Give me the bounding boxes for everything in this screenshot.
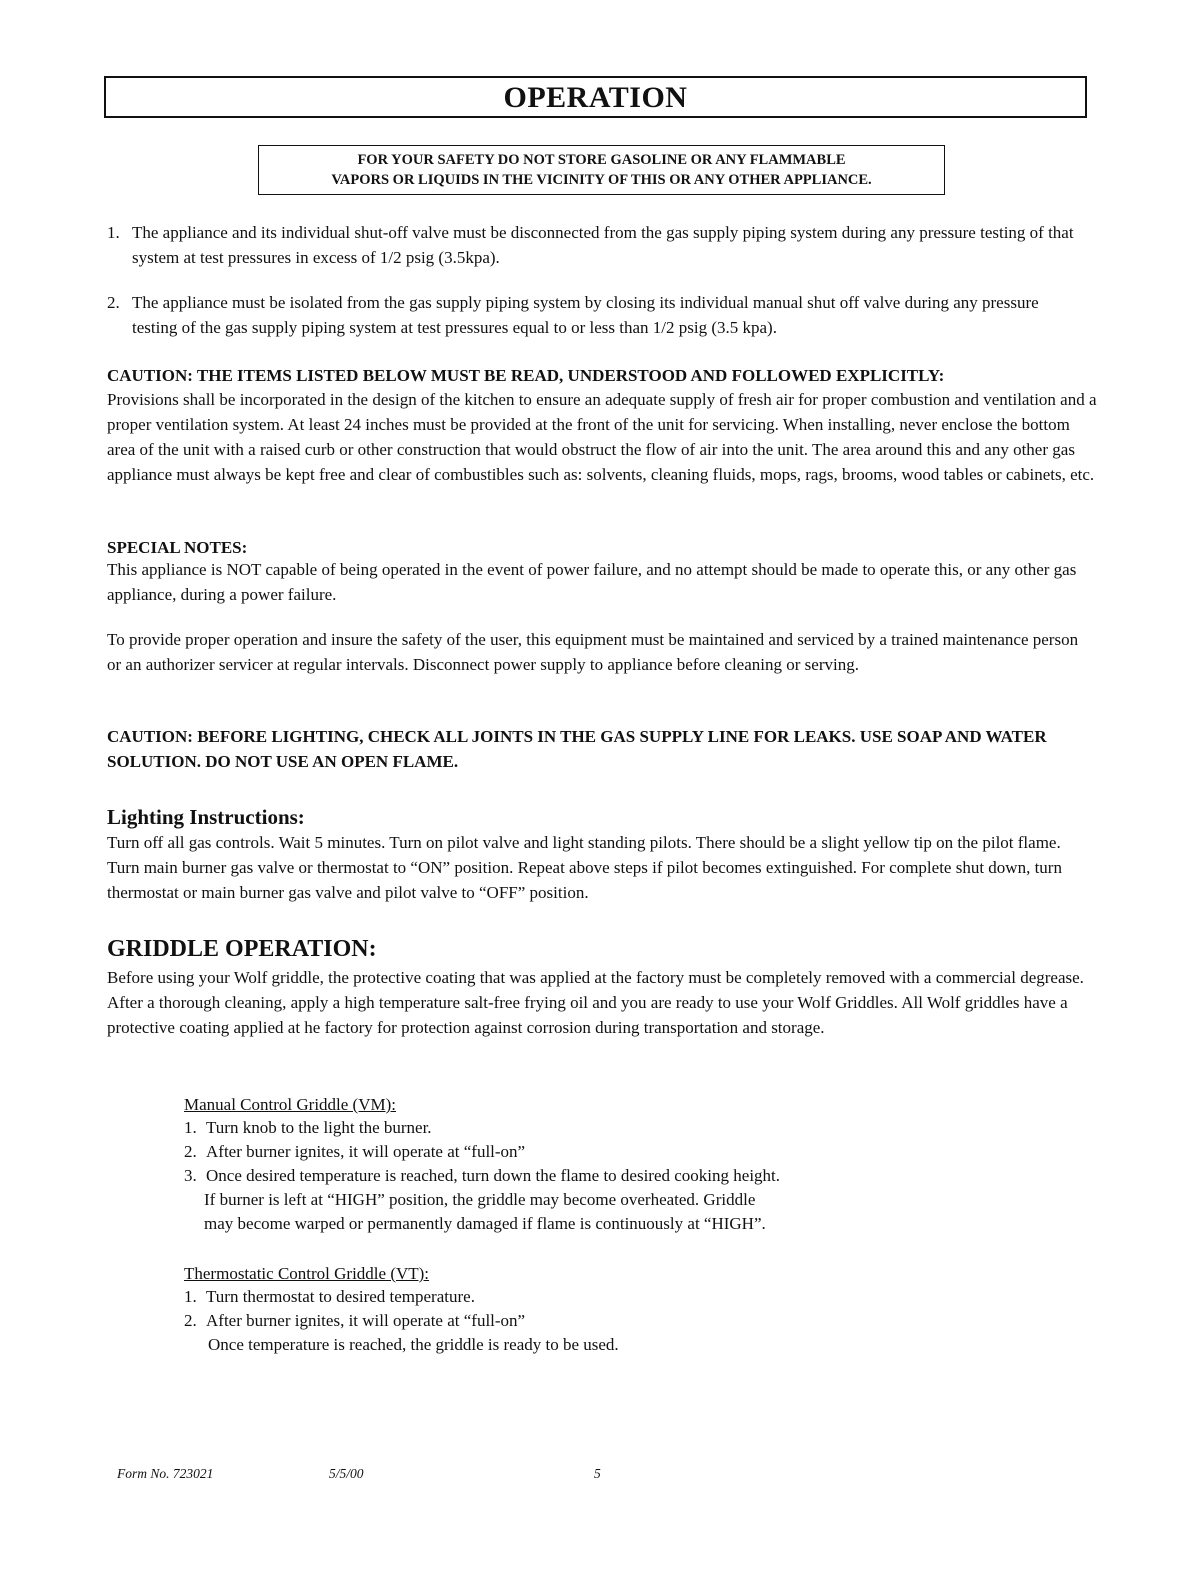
page-title: OPERATION <box>104 76 1087 118</box>
caution-paragraph-1: Provisions shall be incorporated in the design of the kitchen to ensure an adequate supply of fresh air for proper combustion and ventilation and a proper ventilation system. At least 24 inches must be provided at the front of the unit for servicing. When installing, never enclose the bottom area of the unit with a raised curb or other construction that would obstruct the flow of air into the unit. The area around this and any other gas appliance must always be kept free and clear of combustibles such as: solvents, cleaning fluids, mops, rags, brooms, wood tables or cabinets, etc. <box>107 390 1097 484</box>
numbered-item-1-text: The appliance and its individual shut-off valve must be disconnected from the gas supply piping system during any pressure testing of that system at test pressures in excess of 1/2 psig (3.5kpa). <box>132 223 1074 267</box>
safety-warning-box <box>258 145 945 195</box>
special-notes-heading: SPECIAL NOTES: <box>107 538 248 557</box>
thermostatic-step-2 <box>184 1309 984 1333</box>
lighting-instructions-text: Turn off all gas controls. Wait 5 minutes. Turn on pilot valve and light standing pilots. There should be a slight yellow tip on the pilot flame. Turn main burner gas valve or thermostat to “ON” position. Repeat above steps if pilot becomes extinguished. For complete shut down, turn thermostat or main burner gas valve and pilot valve to “OFF” position. <box>107 833 1062 902</box>
lighting-instructions-heading: Lighting Instructions: <box>107 805 305 829</box>
manual-step-2 <box>184 1140 984 1164</box>
thermostatic-control-heading: Thermostatic Control Griddle (VT): <box>184 1264 430 1283</box>
footer-form-number: Form No. 723021 <box>117 1466 214 1481</box>
safety-warning-line1: FOR YOUR SAFETY DO NOT STORE GASOLINE OR ANY FLAMMABLE <box>357 152 846 168</box>
caution-heading-1: CAUTION: THE ITEMS LISTED BELOW MUST BE READ, UNDERSTOOD AND FOLLOWED EXPLICITLY: <box>107 366 945 385</box>
manual-step-3-number: 3. <box>184 1166 197 1185</box>
numbered-item-2-number: 2. <box>107 293 120 312</box>
caution-heading-2: CAUTION: BEFORE LIGHTING, CHECK ALL JOINTS IN THE GAS SUPPLY LINE FOR LEAKS. USE SOAP AND WATER SOLUTION. DO NOT USE AN OPEN FLAME. <box>107 727 1047 771</box>
thermostatic-step-1 <box>184 1285 984 1309</box>
manual-step-1-number: 1. <box>184 1118 197 1137</box>
manual-step-1 <box>184 1116 984 1140</box>
thermostatic-step-1-text: Turn thermostat to desired temperature. <box>206 1287 475 1306</box>
numbered-item-1 <box>107 220 1087 270</box>
footer-date: 5/5/00 <box>329 1466 364 1481</box>
thermostatic-note: Once temperature is reached, the griddle is ready to be used. <box>208 1335 619 1354</box>
manual-control-heading: Manual Control Griddle (VM): <box>184 1095 396 1114</box>
thermostatic-control-steps <box>184 1285 984 1357</box>
thermostatic-step-2-number: 2. <box>184 1311 197 1330</box>
manual-note-line-1: If burner is left at “HIGH” position, the griddle may become overheated. Griddle <box>204 1190 756 1209</box>
special-notes-paragraph-2: To provide proper operation and insure the safety of the user, this equipment must be maintained and serviced by a trained maintenance person or an authorizer servicer at regular intervals. Disconnect power supply to appliance before cleaning or serving. <box>107 630 1079 674</box>
griddle-operation-heading: GRIDDLE OPERATION: <box>107 936 377 962</box>
footer-page-number: 5 <box>594 1466 601 1481</box>
thermostatic-step-1-number: 1. <box>184 1287 197 1306</box>
manual-step-2-text: After burner ignites, it will operate at “full-on” <box>206 1142 526 1161</box>
safety-warning-line2: VAPORS OR LIQUIDS IN THE VICINITY OF THIS OR ANY OTHER APPLIANCE. <box>331 172 872 188</box>
manual-step-3 <box>184 1164 984 1188</box>
numbered-item-2-text: The appliance must be isolated from the gas supply piping system by closing its individual manual shut off valve during any pressure testing of the gas supply piping system at test pressures equal to or less than 1/2 psig (3.5 kpa). <box>132 293 1039 337</box>
manual-step-2-number: 2. <box>184 1142 197 1161</box>
manual-note-line-2: may become warped or permanently damaged if flame is continuously at “HIGH”. <box>204 1214 766 1233</box>
numbered-item-1-number: 1. <box>107 223 120 242</box>
manual-control-steps <box>184 1116 984 1236</box>
numbered-item-2 <box>107 290 1087 340</box>
special-notes-paragraph-1: This appliance is NOT capable of being operated in the event of power failure, and no attempt should be made to operate this, or any other gas appliance, during a power failure. <box>107 560 1077 604</box>
thermostatic-step-2-text: After burner ignites, it will operate at “full-on” <box>206 1311 526 1330</box>
manual-step-1-text: Turn knob to the light the burner. <box>206 1118 432 1137</box>
manual-step-3-text: Once desired temperature is reached, turn down the flame to desired cooking height. <box>206 1166 781 1185</box>
griddle-operation-text: Before using your Wolf griddle, the protective coating that was applied at the factory must be completely removed with a commercial degrease. After a thorough cleaning, apply a high temperature salt-free frying oil and you are ready to use your Wolf Griddles. All Wolf griddles have a protective coating applied at he factory for protection against corrosion during transportation and storage. <box>107 968 1084 1037</box>
